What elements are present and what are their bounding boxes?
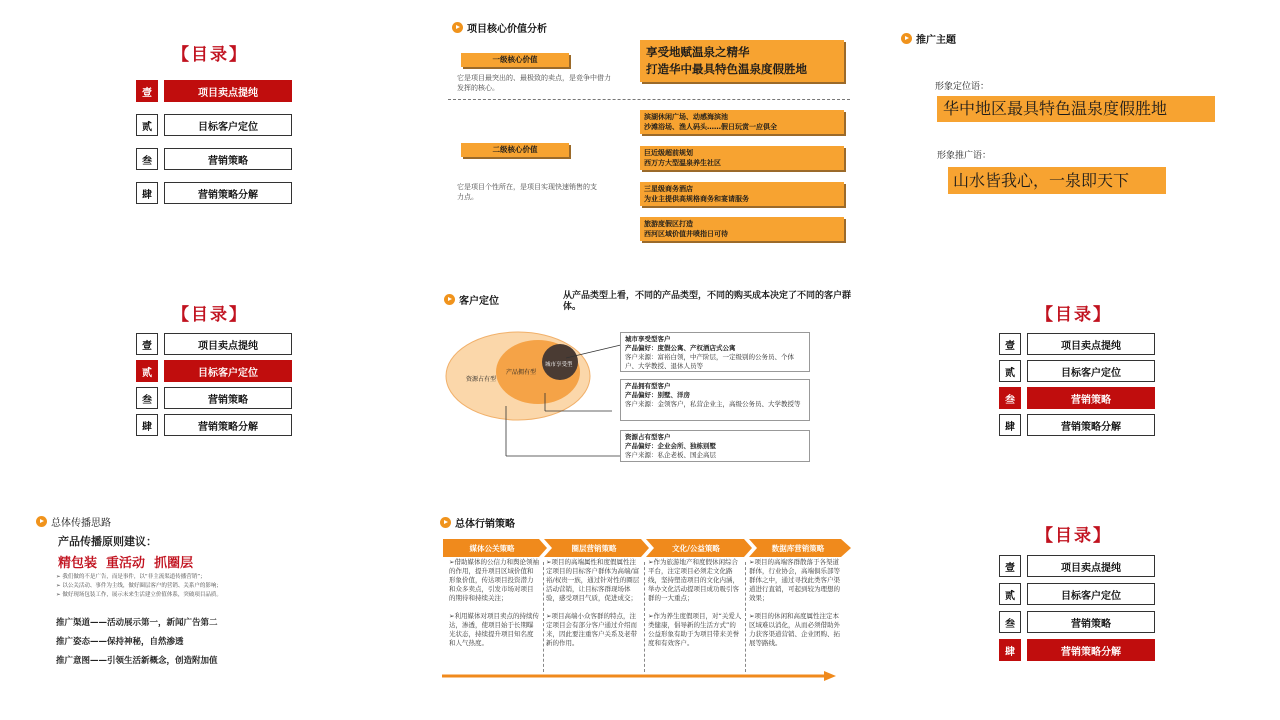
value-box xyxy=(640,182,844,206)
stage-label: 数据库营销策略 xyxy=(771,543,825,553)
spread-attitude: 推广姿态——保持神秘，自然渗透 xyxy=(56,637,184,647)
toc-num: 贰 xyxy=(999,360,1021,382)
group-name: 资源占有型客户 xyxy=(625,433,671,441)
positioning-label: 形象定位语： xyxy=(935,82,990,92)
toc-item-2[interactable] xyxy=(136,114,292,136)
toc-item-4[interactable] xyxy=(136,414,292,436)
toc-label: 项目卖点提纯 xyxy=(164,80,292,102)
strategy-col: ➢作为旅游地产和度假休闲综合平台，注定项目必须走文化路线，坚持塑造项目的文化内涵，举办文化活动提项目成功吸引客群的一大重点； ➢作为养生度假项目，对“关爱人类健康，倡导新的生活方式”的公益形象有助于为项目带来美誉度和有效客户。 xyxy=(648,558,742,647)
strategy-heading xyxy=(440,515,515,530)
strategy-title: 总体行销策略 xyxy=(455,519,515,530)
play-bullet-icon xyxy=(452,22,463,33)
toc-item-2[interactable] xyxy=(999,360,1155,382)
toc-item-1[interactable] xyxy=(999,555,1155,577)
customer-heading xyxy=(444,292,499,307)
toc-title: 【目录】 xyxy=(172,45,248,65)
group-pref: 产品偏好：企业会所、独栋别墅 xyxy=(625,442,716,450)
spread-principle: 产品传播原则建议： xyxy=(58,535,157,548)
toc-num: 叁 xyxy=(136,387,158,409)
customer-group-box xyxy=(620,379,810,421)
toc-label: 目标客户定位 xyxy=(164,360,292,382)
toc-label: 营销策略分解 xyxy=(164,182,292,204)
toc-num: 叁 xyxy=(999,387,1021,409)
col-divider xyxy=(745,562,746,672)
customer-group-box xyxy=(620,430,810,462)
value-line: 为业主提供高规格商务和宴请服务 xyxy=(644,195,749,203)
toc-label: 营销策略 xyxy=(1027,387,1155,409)
toc-num: 壹 xyxy=(999,333,1021,355)
spread-title: 总体传播思路 xyxy=(51,518,111,529)
toc-num: 肆 xyxy=(999,639,1021,661)
core-heading xyxy=(452,20,547,35)
spread-bullets xyxy=(56,573,288,600)
group-name: 产品拥有型客户 xyxy=(625,382,671,390)
stage-label: 圈层营销策略 xyxy=(571,543,617,553)
spread-bullet: ➢ 以公关活动、事件为主线，做好圈层客户的营销、关系户的影响； xyxy=(56,583,222,589)
toc-label: 营销策略分解 xyxy=(1027,414,1155,436)
group-pref: 产品偏好：别墅、洋房 xyxy=(625,391,690,399)
strategy-col: ➢项目的高端客群散落于各渠道群体，行业协会，高端俱乐部等群体之中，通过寻找此类客户渠道进行直销，可起到较为理想的效果； ➢项目的休闲和高度属性注定本区域难以消化，从而必须借助外力获客渠道营销、企业团购、拓展等路线。 xyxy=(749,558,840,647)
toc-item-1[interactable] xyxy=(136,80,292,102)
spread-highlight: 精包装 重活动 抓圈层 xyxy=(58,556,194,571)
level2-label: 二级核心价值 xyxy=(461,143,569,157)
toc-num: 肆 xyxy=(999,414,1021,436)
toc-item-4[interactable] xyxy=(136,182,292,204)
slogan-text: 山水皆我心，一泉即天下 xyxy=(948,167,1166,194)
main-slogan-line2: 打造华中最具特色温泉度假胜地 xyxy=(646,62,807,76)
timeline-arrow xyxy=(440,670,840,682)
main-slogan-box xyxy=(640,40,844,82)
toc-num: 壹 xyxy=(136,333,158,355)
toc-num: 贰 xyxy=(136,360,158,382)
toc-label: 目标客户定位 xyxy=(1027,360,1155,382)
play-bullet-icon xyxy=(901,33,912,44)
divider-line xyxy=(448,99,850,100)
toc-item-1[interactable] xyxy=(136,333,292,355)
spread-bullet: ➢ 我们做的不是广告，而是事件，以“非主流渠道传播营销”； xyxy=(56,574,206,580)
toc-num: 贰 xyxy=(136,114,158,136)
value-line: 滨湖休闲广场、动感海滨池 xyxy=(644,113,728,121)
toc-label: 营销策略 xyxy=(164,148,292,170)
customer-title: 客户定位 xyxy=(459,296,499,307)
toc-label: 目标客户定位 xyxy=(164,114,292,136)
group-src: 客户来源：金领客户，私营企业主，高级公务员、大学教授等 xyxy=(625,400,801,408)
level1-desc: 它是项目最突出的、最极致的卖点，是竞争中借力发挥的核心。 xyxy=(457,74,611,92)
value-box xyxy=(640,146,844,170)
value-line: 巨近级超前规划 xyxy=(644,149,693,157)
toc-item-3[interactable] xyxy=(136,387,292,409)
value-box xyxy=(640,217,844,241)
toc-num: 壹 xyxy=(999,555,1021,577)
toc-item-3[interactable] xyxy=(999,387,1155,409)
group-name: 城市享受型客户 xyxy=(625,335,671,343)
value-line: 三星级商务酒店 xyxy=(644,185,693,193)
col-divider xyxy=(543,562,544,672)
value-box xyxy=(640,110,844,134)
toc-label: 项目卖点提纯 xyxy=(1027,333,1155,355)
toc-num: 贰 xyxy=(999,583,1021,605)
toc-title: 【目录】 xyxy=(1036,305,1112,325)
group-pref: 产品偏好：度假公寓、产权酒店式公寓 xyxy=(625,344,736,352)
toc-num: 肆 xyxy=(136,182,158,204)
core-title: 项目核心价值分析 xyxy=(467,24,547,35)
play-bullet-icon xyxy=(444,294,455,305)
toc-num: 壹 xyxy=(136,80,158,102)
toc-item-4[interactable] xyxy=(999,414,1155,436)
toc-label: 营销策略分解 xyxy=(1027,639,1155,661)
toc-num: 肆 xyxy=(136,414,158,436)
strategy-col: ➢项目的高端属性和度假属性注定项目的目标客户群体为高端/富裕/权贵一族，通过针对性的圈层活动营销，让目标客群现场体验，感受项目气质，促进成交； ➢项目高端小众客群的特点，注定项目会有部分客户通过介绍而来，因此要注重客户关系及老带新的作用。 xyxy=(546,558,640,647)
spread-heading xyxy=(36,514,111,529)
promo-heading xyxy=(901,31,956,46)
toc-label: 项目卖点提纯 xyxy=(164,333,292,355)
positioning-text: 华中地区最具特色温泉度假胜地 xyxy=(937,96,1215,122)
toc-label: 目标客户定位 xyxy=(1027,583,1155,605)
spread-bullet: ➢ 做好现场包装工作，展示未来生活建立价值体系，突破项目品质。 xyxy=(56,592,222,598)
stage-label: 媒体公关策略 xyxy=(469,543,515,553)
spread-intent: 推广意图——引领生活新概念，创造附加值 xyxy=(56,656,218,666)
toc-item-1[interactable] xyxy=(999,333,1155,355)
toc-num: 叁 xyxy=(999,611,1021,633)
toc-label: 项目卖点提纯 xyxy=(1027,555,1155,577)
toc-label: 营销策略 xyxy=(1027,611,1155,633)
group-src: 客户来源：富裕白领，中产阶层，一定级别的公务员、个体户、大学教授、退休人员等 xyxy=(625,353,794,370)
toc-item-2[interactable] xyxy=(136,360,292,382)
circle-mid-label: 产品拥有型 xyxy=(506,369,537,376)
value-line: 沙滩浴场、渔人码头……假日玩赏一应俱全 xyxy=(644,123,777,131)
toc-title: 【目录】 xyxy=(172,305,248,325)
toc-item-3[interactable] xyxy=(999,611,1155,633)
level1-label: 一级核心价值 xyxy=(461,53,569,67)
toc-num: 叁 xyxy=(136,148,158,170)
stage-label: 文化/公益策略 xyxy=(672,543,720,553)
customer-group-box xyxy=(620,332,810,372)
level2-desc: 它是项目个性所在，是项目实现快速销售的支力点。 xyxy=(457,183,597,201)
spread-channel: 推广渠道——活动展示第一，新闻广告第二 xyxy=(56,618,218,628)
toc-title: 【目录】 xyxy=(1036,526,1112,546)
value-line: 西万方大型温泉养生社区 xyxy=(644,159,721,167)
circle-inner-label: 城市享受型 xyxy=(545,362,573,368)
toc-item-3[interactable] xyxy=(136,148,292,170)
customer-headline: 从产品类型上看，不同的产品类型，不同的购买成本决定了不同的客户群体。 xyxy=(563,291,852,312)
value-line: 旅游度假区打造 xyxy=(644,220,693,228)
group-src: 客户来源：私企老板、国企高层 xyxy=(625,451,716,459)
promo-title: 推广主题 xyxy=(916,35,956,46)
strategy-col: ➢借助媒体的公信力和舆论领袖的作用，提升项目区域价值和形象价值，传达项目投资潜力和众多卖点，引发市场对项目的期待和持续关注； ➢利用媒体对项目卖点的持续传达，渗透，使项目始于长期曝光状态，持续提升项目知名度和人气热度。 xyxy=(449,558,539,647)
toc-label: 营销策略分解 xyxy=(164,414,292,436)
col-divider xyxy=(644,562,645,672)
slogan-label: 形象推广语： xyxy=(937,151,992,161)
play-bullet-icon xyxy=(36,516,47,527)
circle-outer-label: 资源占有型 xyxy=(466,376,497,383)
toc-item-2[interactable] xyxy=(999,583,1155,605)
customer-circles xyxy=(440,318,640,468)
toc-label: 营销策略 xyxy=(164,387,292,409)
main-slogan-line1: 享受地赋温泉之精华 xyxy=(646,45,750,59)
toc-item-4[interactable] xyxy=(999,639,1155,661)
value-line: 西河区域价值井喷指日可待 xyxy=(644,230,728,238)
play-bullet-icon xyxy=(440,517,451,528)
